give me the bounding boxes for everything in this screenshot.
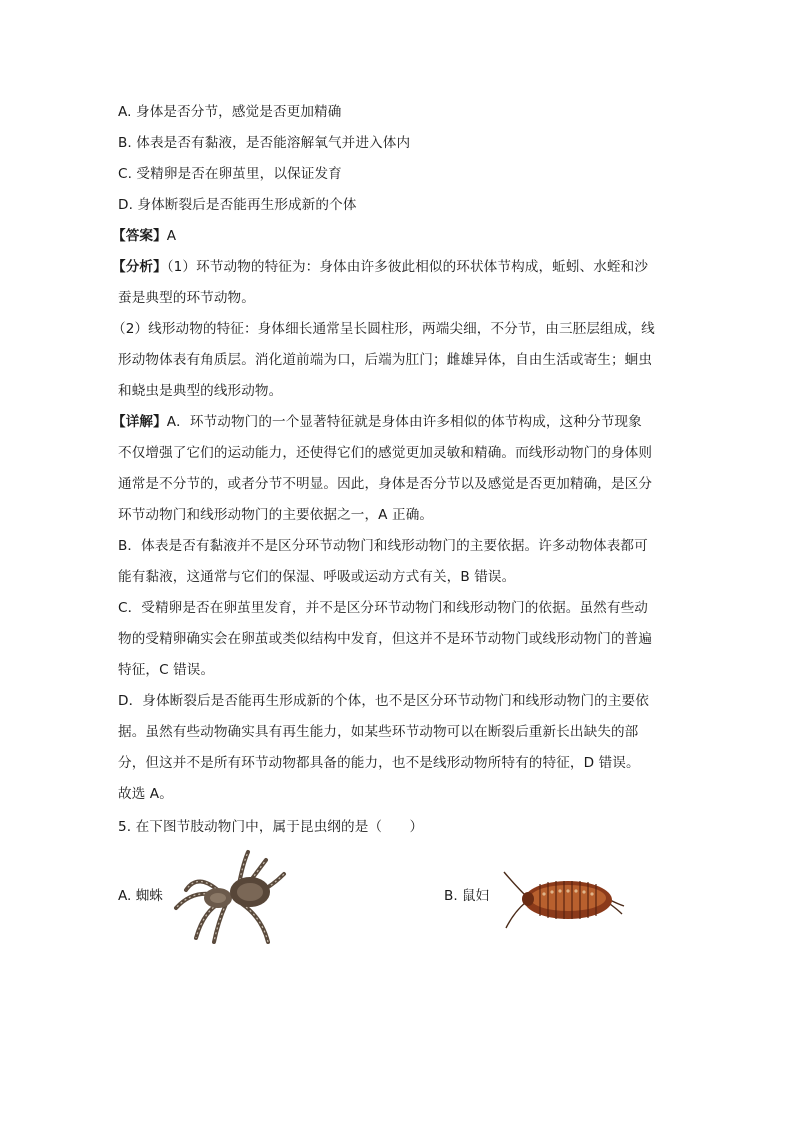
detail-tag: 【详解】	[112, 414, 167, 430]
spider-image	[168, 846, 294, 944]
analysis-line-5: 和蛲虫是典型的线形动物。	[118, 383, 283, 399]
option-d: D. 身体断裂后是否能再生形成新的个体	[118, 197, 357, 213]
analysis-line-4: 形动物体表有角质层。消化道前端为口，后端为肛门；雌雄异体，自由生活或寄生；蛔虫	[118, 352, 653, 368]
detail-line-6: 能有黏液，这通常与它们的保湿、呼吸或运动方式有关，B 错误。	[118, 569, 516, 585]
detail-line-13: 故选 A。	[118, 786, 173, 802]
detail-line-11: 据。虽然有些动物确实具有再生能力，如某些环节动物可以在断裂后重新长出缺失的部	[118, 724, 639, 740]
detail-line-5: B．体表是否有黏液并不是区分环节动物门和线形动物门的主要依据。许多动物体表都可	[118, 538, 648, 554]
detail-line-9: 特征，C 错误。	[118, 662, 215, 678]
analysis-line-3: （2）线形动物的特征：身体细长通常呈长圆柱形，两端尖细，不分节，由三胚层组成，线	[112, 321, 655, 337]
answer-tag: 【答案】	[112, 228, 167, 244]
analysis-line-2: 蚕是典型的环节动物。	[118, 290, 255, 306]
question-5-stem: 5. 在下图节肢动物门中，属于昆虫纲的是（ ）	[118, 819, 424, 835]
analysis-line-1	[112, 257, 648, 277]
analysis-tag: 【分析】	[112, 259, 167, 275]
detail-line-8: 物的受精卵确实会在卵茧或类似结构中发育，但这并不是环节动物门或线形动物门的普遍	[118, 631, 653, 647]
choice-a-label: A. 蜘蛛	[118, 888, 163, 904]
detail-line-12: 分，但这并不是所有环节动物都具备的能力，也不是线形动物所特有的特征，D 错误。	[118, 755, 640, 771]
woodlouse-image	[500, 866, 628, 932]
answer-line	[112, 226, 176, 246]
detail-line-1	[112, 412, 642, 432]
choice-b-label: B. 鼠妇	[444, 888, 490, 904]
detail-line-4: 环节动物门和线形动物门的主要依据之一，A 正确。	[118, 507, 434, 523]
detail-line-2: 不仅增强了它们的运动能力，还使得它们的感觉更加灵敏和精确。而线形动物门的身体则	[118, 445, 653, 461]
analysis-text-1: （1）环节动物的特征为：身体由许多彼此相似的环状体节构成，蚯蚓、水蛭和沙	[166, 259, 649, 275]
detail-text-1: A．环节动物门的一个显著特征就是身体由许多相似的体节构成，这种分节现象	[166, 414, 642, 430]
detail-line-10: D．身体断裂后是否能再生形成新的个体，也不是区分环节动物门和线形动物门的主要依	[118, 693, 649, 709]
option-c: C. 受精卵是否在卵茧里，以保证发育	[118, 166, 342, 182]
option-b: B. 体表是否有黏液，是否能溶解氧气并进入体内	[118, 135, 411, 151]
option-a: A. 身体是否分节，感觉是否更加精确	[118, 104, 342, 120]
detail-line-7: C．受精卵是否在卵茧里发育，并不是区分环节动物门和线形动物门的依据。虽然有些动	[118, 600, 648, 616]
detail-line-3: 通常是不分节的，或者分节不明显。因此，身体是否分节以及感觉是否更加精确，是区分	[118, 476, 653, 492]
answer-value: A	[166, 228, 177, 244]
